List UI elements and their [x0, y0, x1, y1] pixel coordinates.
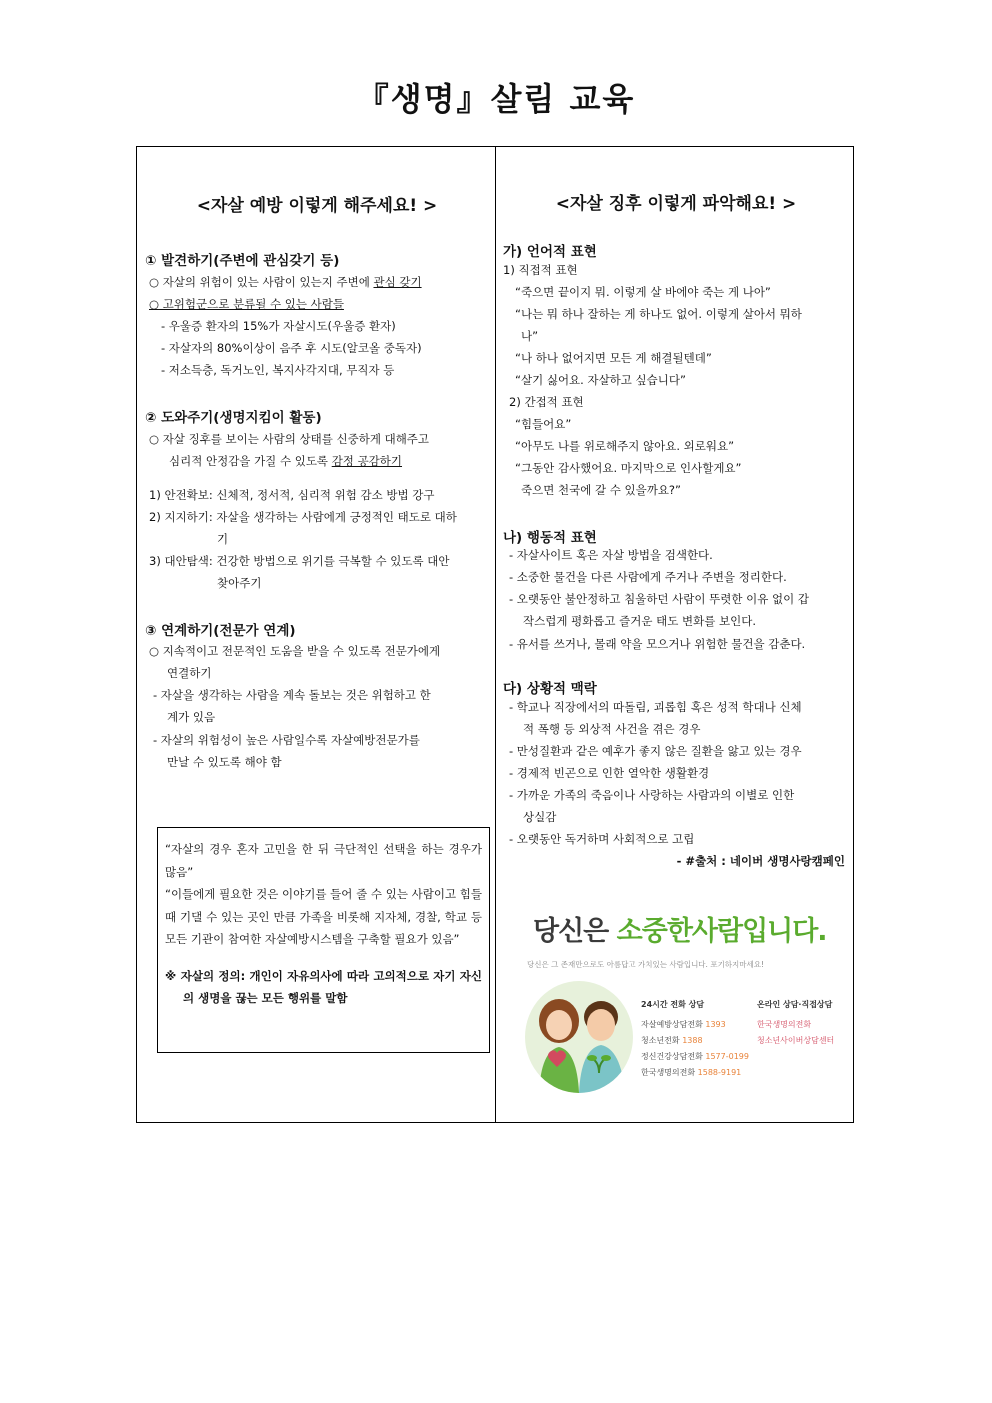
online-counsel-item: 청소년사이버상담센터: [757, 1036, 835, 1045]
connect-bullet-1: ○ 지속적이고 전문적인 도움을 받을 수 있도록 전문가에게: [149, 644, 441, 658]
verbal-quote-3: “나 하나 없어지면 모든 게 해결될텐데”: [515, 351, 712, 365]
discover-bullet-2: ○ 고위험군으로 분류될 수 있는 사람들: [149, 297, 344, 311]
couple-icon: [525, 981, 633, 1093]
quote-1: “자살의 경우 혼자 고민을 한 뒤 극단적인 선택을 하는 경우가 많음”: [165, 842, 482, 879]
help-bullet-2: 심리적 안정감을 가질 수 있도록 감정 공감하기: [169, 454, 403, 468]
connect-item-1: - 자살을 생각하는 사람을 계속 돌보는 것은 위험하고 한: [153, 688, 431, 702]
suicide-definition: ※ 자살의 정의: 개인이 자유의사에 따라 고의적으로 자기 자신의 생명을 끊는 모든 행위를 말함: [165, 968, 482, 1005]
online-counsel-title: 온라인 상담·직접상담: [757, 1000, 833, 1009]
phone-counsel-title: 24시간 전화 상담: [641, 1000, 705, 1009]
behavior-title: 나) 행동적 표현: [503, 530, 597, 546]
behavior-item-1: - 자살사이트 혹은 자살 방법을 검색한다.: [509, 548, 713, 562]
verbal-quote-7-cont: 죽으면 천국에 갈 수 있을까요?”: [521, 483, 681, 497]
connect-item-1-cont: 계가 있음: [167, 710, 216, 724]
connect-bullet-1-cont: 연결하기: [167, 666, 212, 680]
signs-heading: <자살 징후 이렇게 파악해요! >: [555, 194, 797, 214]
context-title: 다) 상황적 맥락: [503, 681, 597, 697]
content-table: [136, 146, 854, 1123]
risk-item-1: - 우울증 환자의 15%가 자살시도(우울증 환자): [161, 319, 396, 333]
behavior-item-2: - 소중한 물건을 다른 사람에게 주거나 주변을 정리한다.: [509, 570, 787, 584]
verbal-quote-2-cont: 나”: [521, 329, 539, 343]
verbal-quote-6: “아무도 나를 위로해주지 않아요. 외로워요”: [515, 439, 735, 453]
discover-bullet-1: ○ 자살의 위험이 있는 사람이 있는지 주변에 관심 갖기: [149, 275, 422, 289]
help-step-3-cont: 찾아주기: [217, 576, 262, 590]
context-item-1: - 학교나 직장에서의 따돌림, 괴롭힘 혹은 성적 학대나 신체: [509, 700, 802, 714]
context-item-4: - 가까운 가족의 죽음이나 사랑하는 사람과의 이별로 인한: [509, 788, 795, 802]
risk-item-2: - 자살자의 80%이상이 음주 후 시도(알코올 중독자): [161, 341, 422, 355]
signs-column: [503, 147, 849, 1122]
verbal-direct-label: 1) 직접적 표현: [503, 263, 578, 277]
connect-item-2-cont: 만날 수 있도록 해야 함: [167, 755, 282, 769]
risk-item-3: - 저소득층, 독거노인, 복지사각지대, 무직자 등: [161, 363, 395, 377]
behavior-item-3: - 오랫동안 불안정하고 침울하던 사람이 뚜렷한 이유 없이 갑: [509, 592, 810, 606]
context-item-3: - 경제적 빈곤으로 인한 열악한 생활환경: [509, 766, 710, 780]
hotline-item: 정신건강상담전화 1577-0199: [641, 1052, 749, 1061]
behavior-item-4: - 유서를 쓰거나, 몰래 약을 모으거나 위험한 물건을 감춘다.: [509, 637, 806, 651]
help-step-3: 3) 대안탐색: 건강한 방법으로 위기를 극복할 수 있도록 대안: [149, 554, 450, 568]
help-step-2: 2) 지지하기: 자살을 생각하는 사람에게 긍정적인 태도로 대하: [149, 510, 457, 524]
verbal-quote-7: “그동안 감사했어요. 마지막으로 인사할게요”: [515, 461, 742, 475]
banner-headline: 당신은 소중한사람입니다.: [533, 916, 827, 947]
source-credit: - #출처 : 네이버 생명사랑캠페인: [676, 854, 845, 868]
help-title: ② 도와주기(생명지킴이 활동): [145, 410, 322, 426]
connect-title: ③ 연계하기(전문가 연계): [145, 623, 296, 639]
discover-title: ① 발견하기(주변에 관심갖기 등): [145, 253, 340, 269]
verbal-title: 가) 언어적 표현: [503, 244, 597, 260]
context-item-5: - 오랫동안 독거하며 사회적으로 고립: [509, 832, 695, 846]
context-item-1-cont: 적 폭행 등 외상적 사건을 겪은 경우: [523, 722, 701, 736]
behavior-item-3-cont: 작스럽게 평화롭고 즐거운 태도 변화를 보인다.: [523, 614, 757, 628]
couple-illustration: [525, 981, 633, 1093]
context-item-4-cont: 상실감: [523, 810, 557, 824]
verbal-quote-5: “힘들어요”: [515, 417, 572, 431]
page-title: 『생명』살림 교육: [356, 80, 636, 118]
context-item-2: - 만성질환과 같은 예후가 좋지 않은 질환을 앓고 있는 경우: [509, 744, 802, 758]
column-divider: [495, 147, 496, 1122]
quote-box: [157, 827, 490, 1053]
verbal-quote-2: “나는 뭐 하나 잘하는 게 하나도 없어. 이렇게 살아서 뭐하: [515, 307, 802, 321]
hotline-item: 한국생명의전화 1588-9191: [641, 1068, 742, 1077]
hotline-item: 자살예방상담전화 1393: [641, 1020, 726, 1029]
hotline-item: 청소년전화 1388: [641, 1036, 703, 1045]
banner-subtitle: 당신은 그 존재만으로도 아름답고 가치있는 사람입니다. 포기하지마세요!: [527, 960, 765, 969]
verbal-quote-1: “죽으면 끝이지 뭐. 이렇게 살 바에야 죽는 게 나아”: [515, 285, 771, 299]
help-step-2-cont: 기: [217, 532, 229, 546]
quote-2: “이들에게 필요한 것은 이야기를 들어 줄 수 있는 사람이고 힘들 때 기댈 수 있는 곳인 만큼 가족을 비롯해 지자체, 경찰, 학교 등 모든 기관이 참여한 자살예방시스템을 구축할 필요가 있음”: [165, 887, 482, 946]
prevention-column: [145, 147, 489, 1122]
campaign-banner: [525, 909, 855, 1094]
connect-item-2: - 자살의 위험성이 높은 사람일수록 자살예방전문가를: [153, 733, 420, 747]
online-counsel-item: 한국생명의전화: [757, 1020, 812, 1029]
verbal-quote-4: “살기 싫어요. 자살하고 싶습니다”: [515, 373, 686, 387]
help-bullet-1: ○ 자살 징후를 보이는 사람의 상태를 신중하게 대해주고: [149, 432, 430, 446]
verbal-indirect-label: 2) 간접적 표현: [509, 395, 584, 409]
prevention-heading: <자살 예방 이렇게 해주세요! >: [196, 196, 438, 216]
help-step-1: 1) 안전확보: 신체적, 정서적, 심리적 위험 감소 방법 강구: [149, 488, 435, 502]
